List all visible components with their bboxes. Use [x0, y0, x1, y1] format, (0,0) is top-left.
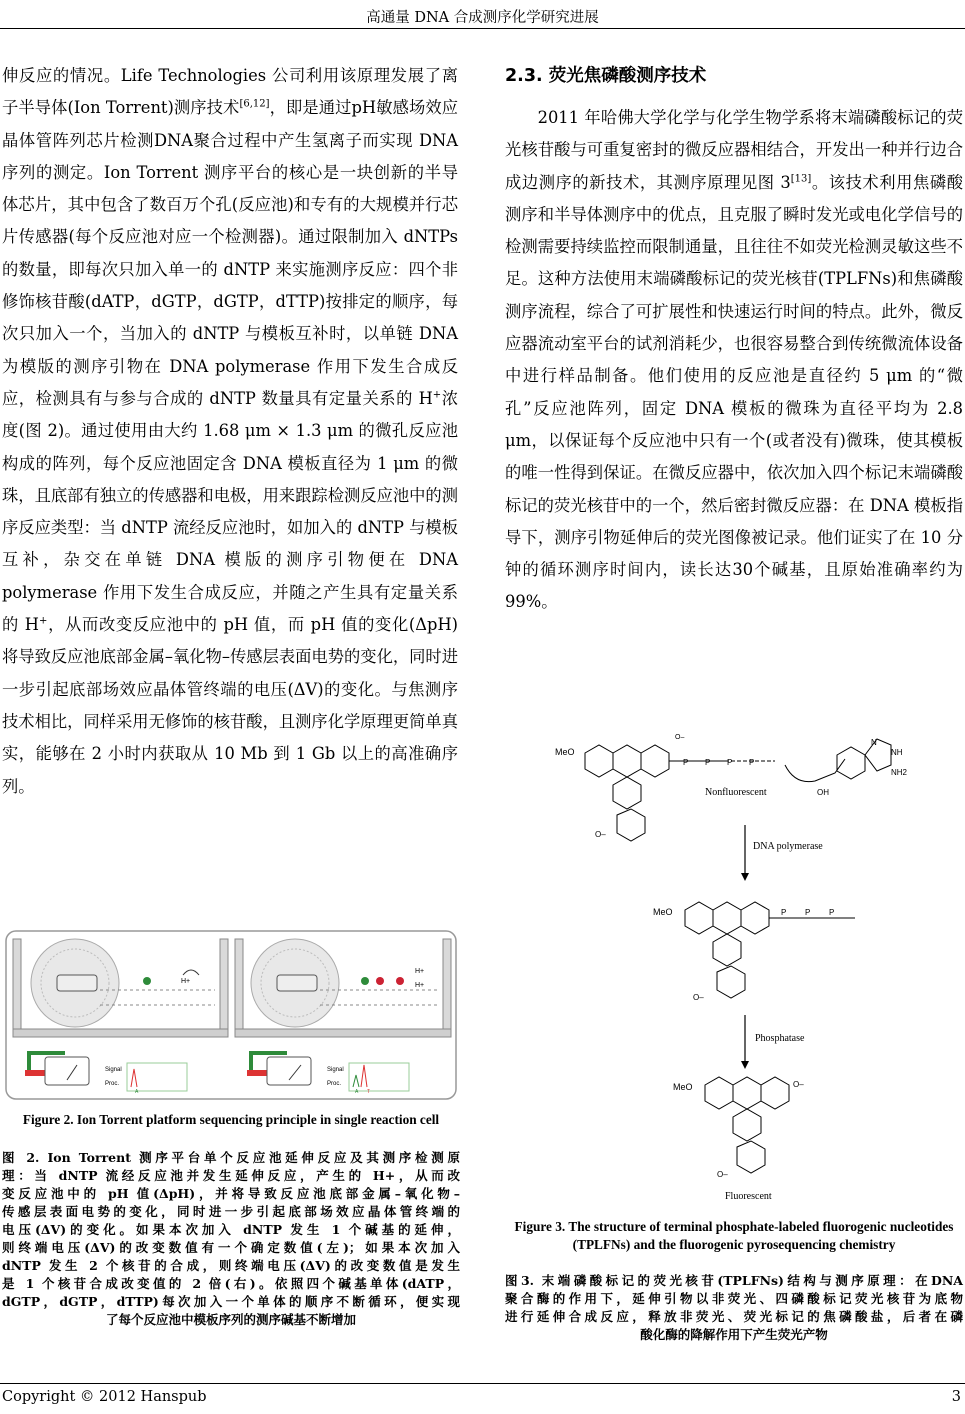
fig3-caption-line: 聚合酶的作用下，延伸引物以非荧光、四磷酸标记荧光核苷为底物: [505, 1291, 963, 1306]
fluorescent-product-structure: [705, 1077, 789, 1173]
dna-polymerase-label: DNA polymerase: [753, 841, 823, 852]
running-header: 高通量 DNA 合成测序化学研究进展: [366, 10, 599, 26]
fig2-caption-line: 变反应池中的 pH 值(ΔpH)，并将导致反应池底部金属–氧化物–: [2, 1186, 460, 1201]
p-label-5: P: [781, 908, 787, 917]
p-label-6: P: [805, 908, 811, 917]
fig2-caption-line: 传感层表面电势的变化，同时进一步引起底部场效应晶体管终端的: [2, 1204, 460, 1219]
nh2-label: NH2: [891, 768, 908, 777]
h-plus-label-left: H+: [181, 978, 191, 985]
left-text-part2: ，即是通过pH敏感场效应晶体管阵列芯片检测DNA聚合过程中产生氢离子而实现 DNA 序列的测定。Ion Torrent 测序平台的核心是一块创新的半导体芯片，其中包含了数百万个孔(反应池)和专有的大规模并行芯片传感器(每个反应池对应一个检测器)。通过限制加入 dNTPs 的数量，即每次只加入单一的 dNTP 来实施测序反应：四个非修饰核苷酸(dATP，dGTP，dGTP，dTTP)按排定的顺序，每次只加入一个，当加入的 dNTP 与模板互补时，以单链 DNA 为模版的测序引物在 DNA polymerase 作用下发生合成反应，检测具有与参与合成的 dNTP 数量具有定量关系的 H: [2, 98, 458, 408]
signal-label-left: Signal: [105, 1067, 122, 1073]
fig2-caption-line: 理：当 dNTP 流经反应池并发生延伸反应，产生的 H+，从而改: [2, 1168, 460, 1183]
o-minus-label: O–: [675, 734, 685, 741]
citation-6-12[interactable]: [6,12]: [239, 98, 270, 110]
p-label-2: P: [705, 758, 711, 767]
o-minus-label-2: O–: [693, 993, 704, 1002]
tplfn-chemistry-diagram: [555, 725, 945, 1205]
n-label: N: [871, 738, 877, 747]
o-minus-label-3: O–: [793, 1080, 804, 1089]
page-number: 3: [951, 1389, 961, 1405]
h-plus-label-right-2: H+: [415, 982, 425, 989]
phosphate-label-row: [675, 734, 684, 741]
nh-label: NH: [891, 748, 903, 757]
figure-3-caption-en: Figure 3. The structure of terminal phosphate-labeled fluorogenic nucleotides (TPLFNs) and the fluorogenic pyrosequencing chemistry: [514, 1219, 954, 1252]
left-text-part3: 浓度(图 2)。通过使用由大约 1.68 μm × 1.3 μm 的微孔反应池构成的阵列，每个反应池固定含 DNA 模板直径为 1 μm 的微珠，且底部有独立的传感器和电极，用来跟踪检测反应池中的测序反应类型：当 dNTP 流经反应池时，如加入的 dNTP 与模板互补，杂交在单链 DNA 模版的测序引物便在 DNA polymerase 作用下发生合成反应，并随之产生具有定量关系的 H: [2, 388, 458, 635]
proc-label-right: Proc.: [327, 1081, 342, 1087]
p-label-1: P: [683, 758, 689, 767]
h-plus-label-right-1: H+: [415, 968, 425, 975]
base-t-right: T: [367, 1089, 371, 1095]
fig3-caption-line: 图3. 末端磷酸标记的荧光核苷(TPLFNs)结构与测序原理：在DNA: [505, 1273, 963, 1288]
right-text-part2: 。该技术利用焦磷酸测序和半导体测序中的优点，且克服了瞬时发光或电化学信号的检测需要持续监控而限制通量，且往往不如荧光检测灵敏这些不足。这种方法使用末端磷酸标记的荧光核苷(TPLFNs)和焦磷酸测序流程，综合了可扩展性和快速运行时间的特点。此外，微反应器流动室平台的试剂消耗少，也很容易整合到传统微流体设备中进行样品制备。他们使用的反应池是直径约 5 μm 的“微孔”反应池阵列，固定 DNA 模板的微珠为直径平均为 2.8 μm，以保证每个反应池中只有一个(或者没有)微珠，使其模板的唯一性得到保证。在微反应器中，依次加入四个标记末端磷酸标记的荧光核苷中的一个，然后密封微反应器：在 DNA 模板指导下，测序引物延伸后的荧光图像被记录。他们证实了在 10 分钟的循环测序时间内，读长达30个碱基，且原始准确率约为99%。: [505, 172, 963, 612]
footer-rule: [0, 1383, 965, 1384]
nonfluorescent-label: Nonfluorescent: [705, 787, 767, 798]
meo-label-3: MeO: [673, 1082, 693, 1092]
figure-2-caption-cn: [2, 1149, 460, 1329]
fig3-caption-line: 进行延伸合成反应，释放非荧光、荧光标记的焦磷酸盐，后者在磷: [505, 1309, 963, 1324]
right-column-text: [505, 102, 963, 619]
figure-3-caption-cn: [505, 1272, 963, 1344]
fig2-caption-line: 图 2. Ion Torrent 测序平台单个反应池延伸反应及其测序检测原: [2, 1150, 460, 1165]
meo-label-1: MeO: [555, 747, 575, 757]
fig2-caption-line: 则终端电压(ΔV)的改变数值有一个确定数值(左)；如果本次加入: [2, 1240, 460, 1255]
base-a-left: A: [135, 1089, 139, 1095]
copyright-notice: Copyright © 2012 Hanspub: [2, 1389, 207, 1405]
fig2-caption-line: dGTP，dGTP，dTTP)每次加入一个单体的顺序不断循环，便实现: [2, 1294, 460, 1309]
left-column-text: [2, 60, 458, 803]
signal-label-right: Signal: [327, 1067, 344, 1073]
fig3-caption-line: 酸化酶的降解作用下产生荧光产物: [640, 1327, 828, 1342]
o-minus-label-1: O–: [595, 830, 606, 839]
p-label-4: P: [749, 758, 755, 767]
superscript-plus: +: [432, 389, 442, 401]
figure-2-caption-en: Figure 2. Ion Torrent platform sequencing principle in single reaction cell: [22, 1112, 440, 1127]
superscript-plus-2: +: [39, 615, 48, 627]
header-rule: [0, 28, 965, 29]
figure-2-illustration: [5, 925, 457, 1105]
phosphatase-label: Phosphatase: [755, 1033, 805, 1044]
section-title: 2.3. 荧光焦磷酸测序技术: [505, 66, 707, 86]
oh-label: OH: [817, 788, 829, 797]
p-label-7: P: [829, 908, 835, 917]
figure-3-illustration: [555, 725, 945, 1205]
base-a-right: A: [355, 1089, 359, 1095]
ion-torrent-diagram: [5, 925, 457, 1105]
proc-label-left: Proc.: [105, 1081, 120, 1087]
left-text-part1: 伸反应的情况。Life Technologies 公司利用该原理发展了离子半导体(Ion Torrent)测序技术: [2, 66, 458, 118]
p-label-3: P: [727, 758, 733, 767]
left-text-part4: ，从而改变反应池中的 pH 值，而 pH 值的变化(ΔpH)将导致反应池底部金属–氧化物–传感层表面电势的变化，同时进一步引起底部场效应晶体管终端的电压(ΔV)的变化。与焦测序技术相比，同样采用无修饰的核苷酸，且测序化学原理更简单真实，能够在 2 小时内获取从 10 Mb 到 1 Gb 以上的高准确序列。: [2, 615, 459, 796]
fig2-caption-line: dNTP 发生 2 个核苷的合成，则终端电压(ΔV)的改变数值是发生: [2, 1258, 460, 1273]
citation-13[interactable]: [13]: [790, 173, 812, 185]
meo-label-2: MeO: [653, 907, 673, 917]
o-minus-label-4: O–: [717, 1170, 728, 1179]
right-text-part1: 2011 年哈佛大学化学与化学生物学系将末端磷酸标记的荧光核苷酸与可重复密封的微反应器相结合，开发出一种并行边合成边测序的新技术，其测序原理见图 3: [505, 108, 963, 192]
fig2-caption-line: 了每个反应池中模板序列的测序碱基不断增加: [105, 1312, 356, 1327]
fluorescent-label: Fluorescent: [725, 1191, 772, 1202]
fig2-caption-line: 是 1 个核苷合成改变值的 2 倍(右)。依照四个碱基单体(dATP，: [2, 1276, 460, 1291]
fig2-caption-line: 电压(ΔV)的变化。如果本次加入 dNTP 发生 1 个碱基的延伸，: [2, 1222, 460, 1237]
